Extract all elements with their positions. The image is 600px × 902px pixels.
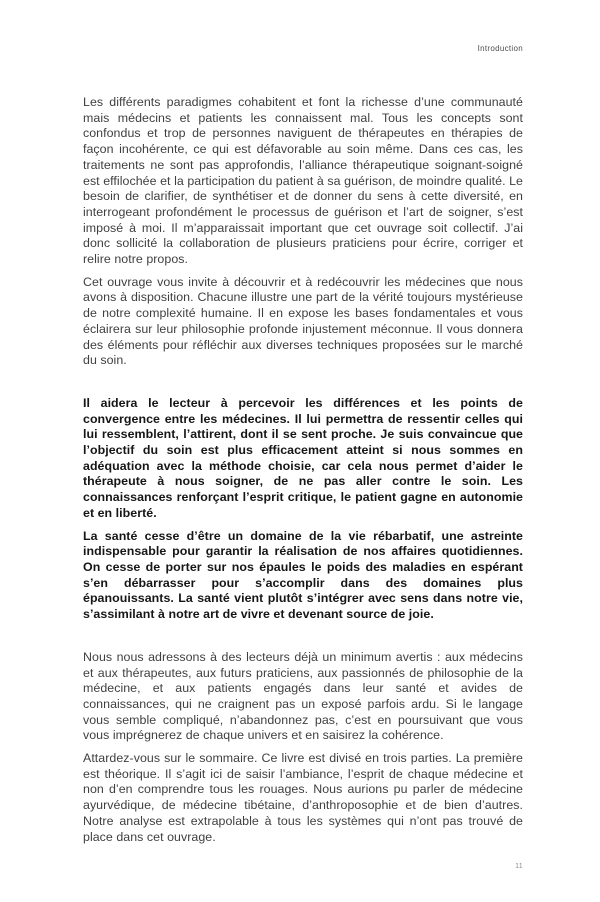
paragraph-emphasis: La santé cesse d’être un domaine de la vie rébarbatif, une astreinte indispensable pour garantir la réalisation de nos affaires quotidiennes. On cesse de porter sur nos épaules le poids des maladies en espérant s’en débarrasser pour s’accomplir dans des domaines plus épanouissants. La santé vient plutôt s’intégrer avec sens dans notre vie, s’assimilant à notre art de vivre et devenant source de joie. bbox=[83, 528, 523, 622]
paragraph-emphasis: Il aidera le lecteur à percevoir les différences et les points de convergence entre les médecines. Il lui permettra de ressentir celles qui lui ressemblent, l’attirent, dont il se sent proche. Je suis convaincue que l’objectif du soin est plus efficacement atteint si nous sommes en adéquation avec la méthode choisie, car cela nous permet d’aider le thérapeute à nous soigner, de ne pas aller contre le soin. Les connaissances renforçant l’esprit critique, le patient gagne en autonomie et en liberté. bbox=[83, 395, 523, 520]
running-header: Introduction bbox=[477, 44, 523, 53]
paragraph: Nous nous adressons à des lecteurs déjà un minimum avertis : aux médecins et aux thérapeutes, aux futurs praticiens, aux passionnés de philosophie de la médecine, et aux patients engagés dans leur santé et avides de connaissances, qui ne craignent pas un exposé parfois ardu. Si le langage vous semble compliqué, n’abandonnez pas, c’est en poursuivant que vous vous imprégnerez de chaque univers et en saisirez la cohérence. bbox=[83, 649, 523, 743]
page-number: 11 bbox=[515, 863, 523, 870]
paragraph: Attardez-vous sur le sommaire. Ce livre est divisé en trois parties. La première est théorique. Il s’agit ici de saisir l’ambiance, l’esprit de chaque médecine et non d’en comprendre tous les rouages. Nous aurions pu parler de médecine ayurvédique, de médecine tibétaine, d’anthroposophie et de bien d’autres. Notre analyse est extrapolable à tous les systèmes qui n’ont pas trouvé de place dans cet ouvrage. bbox=[83, 751, 523, 844]
paragraph: Les différents paradigmes cohabitent et font la richesse d’une communauté mais médecins et patients les connaissent mal. Tous les concepts sont confondus et trop de personnes naviguent de thérapeutes en thérapies de façon incohérente, ce qui est défavorable au soin même. Dans ces cas, les traitements ne sont pas approfondis, l’alliance thérapeutique soignant-soigné est effilochée et la participation du patient à sa guérison, de moindre qualité. Le besoin de clarifier, de synthétiser et de donner du sens à cette diversité, en interrogeant profondément le processus de guérison et l’art de soigner, s’est imposé à moi. Il m’apparaissait important que cet ouvrage soit collectif. J’ai donc sollicité la collaboration de plusieurs praticiens pour écrire, corriger et relire notre propos. bbox=[83, 95, 523, 267]
body-text-column bbox=[83, 95, 523, 852]
paragraph: Cet ouvrage vous invite à découvrir et à redécouvrir les médecines que nous avons à disposition. Chacune illustre une part de la vérité toujours mystérieuse de notre complexité humaine. Il en expose les bases fondamentales et vous éclairera sur leur philosophie profonde injustement méconnue. Il vous donnera des éléments pour réfléchir aux diverses techniques proposées sur le marché du soin. bbox=[83, 274, 523, 368]
